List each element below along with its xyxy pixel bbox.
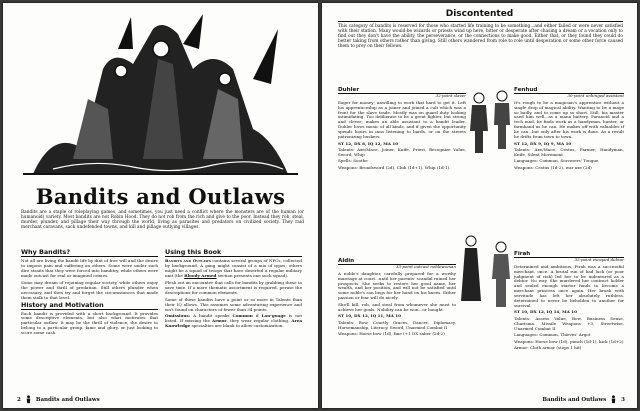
duhler-desc: Eager for money; unwilling to work that hard to get it. Left his apprenticeship as a joiner and joined a cult which was a front for the slave trade. Mostly was on guard duty looking intimidating. Too deliberate to be a great fighter, but strong and clever; makes an able assistant to a bandit leader. Duhler loves music of all kinds, and if given the opportunity spends hours in inns listening to bards, or on the streets patronizing buskers. — [338, 99, 466, 140]
using-p3: Some of these bandits have a point or so more in Talents than their IQ allows. This assumes some adventuring experience and isn't found on characters of fewer than 34 points. — [165, 296, 302, 312]
fenhud-sub: 30-point unhinged assistant — [567, 93, 624, 99]
duhler-figure — [468, 91, 490, 155]
fenhud-desc: It's rough to be a magician's apprentice without a single drop of magical ability. Wanting to be a mage so badly, and to come up so short. Still, his master used him well...as a mana battery. Paranoid and a tech mad, he finds work as a handyman, hunter, or farmhand as he can. He makes off with valuables if he can...but only after his work is done. As a result he drifts from town to town. — [514, 99, 624, 140]
figure-icon — [24, 395, 33, 404]
aldin-talents: Talents: Bow, Courtly Graces, Dancer, Diplomacy, Horsemanship, Literacy, Sword, Unarmed Combat II — [338, 319, 456, 330]
fenhud-weapons: Weapons: Cestus (1d-2), war axe (2d) — [514, 164, 592, 170]
firah-languages: Languages: Common, Thieves' Argot — [514, 332, 591, 338]
firah-weapons: Weapons: Horse bow (1d), punch (1d-1), kick (1d+2) — [514, 338, 624, 344]
right-footer-title: Bandits and Outlaws — [542, 396, 607, 403]
book-name: Bandits and Outlaws — [165, 257, 211, 263]
using-p1 — [165, 259, 302, 279]
duhler-spells: Spells: Soothe — [338, 158, 368, 164]
using-p1-text: contains several groups of NPCs, collected by background. A gang might consist of a mix of types; others might be a squad of troops that have deserted a regular military unit (the — [165, 257, 302, 278]
fenhud-entry — [514, 88, 624, 172]
firah-talents: Talents: Assess Value, Bow, Business Sense, Charisma, Missile Weapons +3, Streetwise, Unarmed Combat II — [514, 315, 624, 331]
p4-mid: if — [252, 313, 262, 319]
aldin-sub: 33-point outcast noblewoman — [395, 264, 456, 270]
figure-icon — [609, 395, 618, 404]
right-footer — [542, 395, 625, 404]
p4-end: specialties are blank to allow customization. — [190, 323, 284, 329]
discontented-intro: This category of bandits is reserved for those who started life training to be something...and either failed or were never satisfied with their station. Many would-be wizards or priests wind up here, bitter or desperate after chasing a dream or a vocation only to find out they don't have the ability, the perseverance, or the connections to make good. Either that, or they found they could do better taking from others rather than giving. Still others wandered from role to role until desperation or some other force caused them to prey on their fellows. — [338, 24, 623, 50]
discontented-title: Discontented — [445, 9, 514, 19]
duhler-weapons: Weapons: Broadsword (2d), Club (1d+1), Whip (1d-1). — [338, 164, 451, 170]
p4-b1: Common — [232, 313, 253, 319]
firah-stats: ST 10, DX 12, IQ 14, MA 10 — [514, 309, 577, 315]
firah-entry — [514, 252, 624, 353]
aldin-stats: ST 10, DX 12, IQ 11, MA 10 — [338, 313, 401, 319]
using-book-heading: Using this Book — [165, 250, 302, 257]
duhler-entry — [338, 88, 466, 172]
firah-figure — [490, 239, 512, 309]
left-column — [21, 250, 158, 338]
aldin-entry — [338, 259, 456, 339]
aldin-figure — [460, 233, 482, 303]
using-p2: Flesh out an encounter that calls for bandits by grabbing these to save time. If a more thematic assortment is required, peruse the descriptions for common elements. — [165, 279, 302, 295]
left-page — [3, 3, 318, 408]
aldin-weapons: Weapons: Horse bow (1d), fine (+1 DX saber (2d-2) — [338, 331, 445, 337]
p4-a: A bandit speaks — [190, 313, 233, 319]
fenhud-languages: Languages: Common, Sorcerers' Tongue — [514, 158, 599, 164]
p4-b3: Armor — [212, 318, 227, 324]
aldin-name: Aldin — [338, 259, 456, 265]
right-page-number: 3 — [621, 396, 625, 403]
history-heading: History and Motivation — [21, 303, 158, 310]
firah-sub: 35-point escaped debtor — [574, 257, 624, 263]
using-p4 — [165, 314, 302, 329]
why-bandits-p2: Some may dream of rejoining regular society, while others enjoy the power and thrill of predation. Still others plunder when necessary, and then try and forget the circumstances that made them stalk to that level. — [21, 279, 158, 300]
intro-paragraph: Bandits are a staple of roleplaying games, and sometimes, you just need a conflict where the monsters are of the human (or humanoid) variety. Most bandits are not Robin Hood. They do not rob from the rich and give to the poor. Instead they rob, steal, murder, plunder, and pillage their way through the world, living as parasites and predators on civilized society. They raid merchant caravans, sack undefended towns, and kill and pillage outlying villages. — [21, 210, 304, 231]
fenhud-name: Fenhud — [514, 88, 624, 94]
book-spread — [3, 3, 637, 408]
fenhud-figure — [492, 89, 512, 151]
p4-mid3: , they wear regular clothing. — [226, 318, 292, 324]
fenhud-talents: Talents: Axe/Mace, Cestus, Farmer, Handyman, Knife, Silent Movement — [514, 147, 624, 157]
duhler-stats: ST 12, DX 8, IQ 12, MA 10 — [338, 140, 399, 146]
bandits-illustration — [13, 9, 308, 177]
omissions-label: Omissions: — [165, 313, 191, 319]
left-page-number: 2 — [17, 396, 21, 403]
duhler-talents: Talents: Axe/Mace, Joiner, Knife, Priest, Recognize Value, Sword, Whip — [338, 147, 466, 157]
aldin-desc: A noble's daughter, carefully prepared for a worthy marriage at court...until her parents' scandal ruined her prospects. She seeks to restore her good name, her wealth, and her position, and will not be satisfied until some noble's son begs for her hand on his knees. Either passion or fear will do nicely. — [338, 270, 456, 301]
right-column — [165, 250, 302, 331]
left-footer — [17, 395, 100, 404]
aldin-desc-2: She'll kill, rob, and steal from whomever she must to achieve her goals. Nobility can be won...or bought. — [338, 301, 456, 312]
book-title: Bandits and Outlaws — [35, 184, 286, 209]
why-bandits-heading: Why Bandits? — [21, 250, 158, 257]
right-page — [322, 3, 637, 408]
p4-mid2: is not listed. If missing the — [165, 313, 302, 324]
p4-b4: Area Knowledge — [165, 318, 302, 329]
left-footer-title: Bandits and Outlaws — [35, 396, 100, 403]
firah-name: Firah — [514, 252, 624, 258]
using-p1-end: section presents one such squad). — [216, 272, 289, 278]
fenhud-stats: ST 12, DX 9, IQ 9, MA 10 — [514, 140, 572, 146]
bloody-armed-link[interactable]: Bloody Armed — [184, 272, 217, 278]
title-rule — [338, 21, 623, 22]
firah-armor: Armor: Cloth armor (stops 1 hit) — [514, 345, 582, 351]
duhler-name: Duhler — [338, 88, 466, 94]
why-bandits-p1: Not all are living the bandit life by dint of free will and the desire to impose pain and suffering on others. Some were under such dire straits that they were forced into banditry, while others were made outcast for real or imagined crimes. — [21, 257, 158, 278]
p4-b2: Lan-guage — [261, 313, 286, 319]
firah-desc: Determined and ambitious, Firah was a successful merchant, once. A brutal run of bad luck (or poor judgment of risk) led her to be indentured as a debtor. No way. She murdered her contract holder and sealed enough starter funds to become a merchant princess once again. Her brush with servitude has left her absolutely ruthless, determined to never be beholden to another for survival. — [514, 263, 624, 308]
duhler-sub: 32-point slaver — [435, 93, 466, 99]
history-p1: Each bandit is provided with a short background. It provides some descriptive elements, but also what motivates that particular outlaw. It may be the thrill of violence, the desire to belong to a particular group, fame and glory, or just looking to score some cash. — [21, 310, 158, 336]
